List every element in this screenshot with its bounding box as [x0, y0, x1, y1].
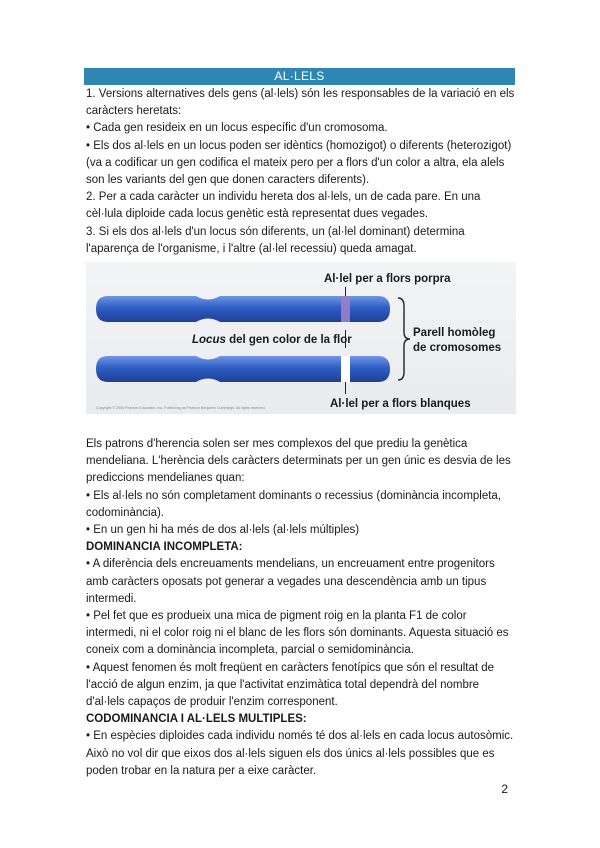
- heading-codominance: CODOMINANCIA I AL·LELS MULTIPLES:: [86, 713, 307, 726]
- label-pair-line1: Parell homòleg: [413, 327, 496, 339]
- chromosome-figure: [86, 262, 516, 414]
- label-locus-rest: del gen color de la flor: [225, 334, 352, 346]
- body-paragraph: • Aquest fenomen és molt freqüent en caràcters fenotípics que són el resultat de l'acció de algun enzim, ja que l'activitat enzimàtica total dependrà del nombre d'al·lels capaços de produir l'enzim corresponent.: [86, 661, 495, 709]
- purple-allele-band: [341, 296, 350, 322]
- figure-copyright: Copyright © 2005 Pearson Education, Inc. Publishing as Pearson Benjamin Cummings. All rights reserved.: [96, 406, 266, 410]
- label-white-allele: Al·lel per a flors blanques: [330, 398, 471, 410]
- section-title-bar: AL·LELS: [84, 68, 515, 85]
- body-paragraph: • En espècies diploides cada individu només té dos al·lels en cada locus autosòmic. Això no vol dir que eixos dos al·lels siguen els dos únics al·lels possibles que es poden trobar en la natura per a eixe caràcter.: [86, 730, 514, 777]
- body-text: [86, 436, 518, 780]
- chromosome-diagram: [86, 262, 516, 414]
- intro-paragraph-2: • Cada gen resideix en un locus específic d'un cromosoma.: [86, 122, 388, 135]
- white-allele-band: [341, 356, 350, 382]
- intro-paragraph-4: 2. Per a cada caràcter un individu hereta dos al·lels, un de cada pare. En una cèl·lula diploide cada locus genètic està representat dues vegades.: [86, 191, 481, 221]
- intro-paragraph-5: 3. Si els dos al·lels d'un locus són diferents, un (al·lel dominant) determina l'aparença de l'organisme, i l'altre (al·lel recessiu) queda amagat.: [86, 225, 465, 255]
- body-paragraph: Els patrons d'herencia solen ser mes complexos del que prediu la genètica mendeliana. L'herència dels caràcters determinats per un gen únic es desvia de les prediccions mendelianes quan:: [86, 438, 511, 485]
- intro-text: [86, 86, 518, 258]
- heading-incomplete-dominance: DOMINANCIA INCOMPLETA:: [86, 541, 243, 554]
- label-purple-allele: Al·lel per a flors porpra: [324, 273, 451, 285]
- body-paragraph: • A diferència dels encreuaments mendelians, un encreuament entre progenitors amb caràcters oposats pot generar a vegades una descendència amb un tipus intermedi.: [86, 558, 495, 605]
- page-number: 2: [501, 782, 508, 796]
- label-pair-line2: de cromosomes: [413, 342, 502, 354]
- body-paragraph: • Pel fet que es produeix una mica de pigment roig en la planta F1 de color intermedi, ni el color roig ni el blanc de les flors són dominants. Aquesta situació es coneix com a dominància incompleta, parcial o semidominància.: [86, 610, 509, 657]
- body-paragraph: • Els al·lels no són completament dominants o recessius (dominància incompleta, codominància).: [86, 489, 502, 519]
- label-locus-italic: Locus: [192, 334, 226, 346]
- intro-paragraph-3: • Els dos al·lels en un locus poden ser idèntics (homozigot) o diferents (heterozigot) (va a codificar un gen codifica el mateix pero per a flors d'un color a altra, ela alels son les variants del gen que donen caracters diferents).: [86, 139, 512, 187]
- body-paragraph: • En un gen hi ha més de dos al·lels (al·lels múltiples): [86, 524, 360, 537]
- label-locus: [192, 334, 352, 346]
- intro-paragraph-1: 1. Versions alternatives dels gens (al·lels) són les responsables de la variació en els caràcters heretats:: [86, 88, 515, 118]
